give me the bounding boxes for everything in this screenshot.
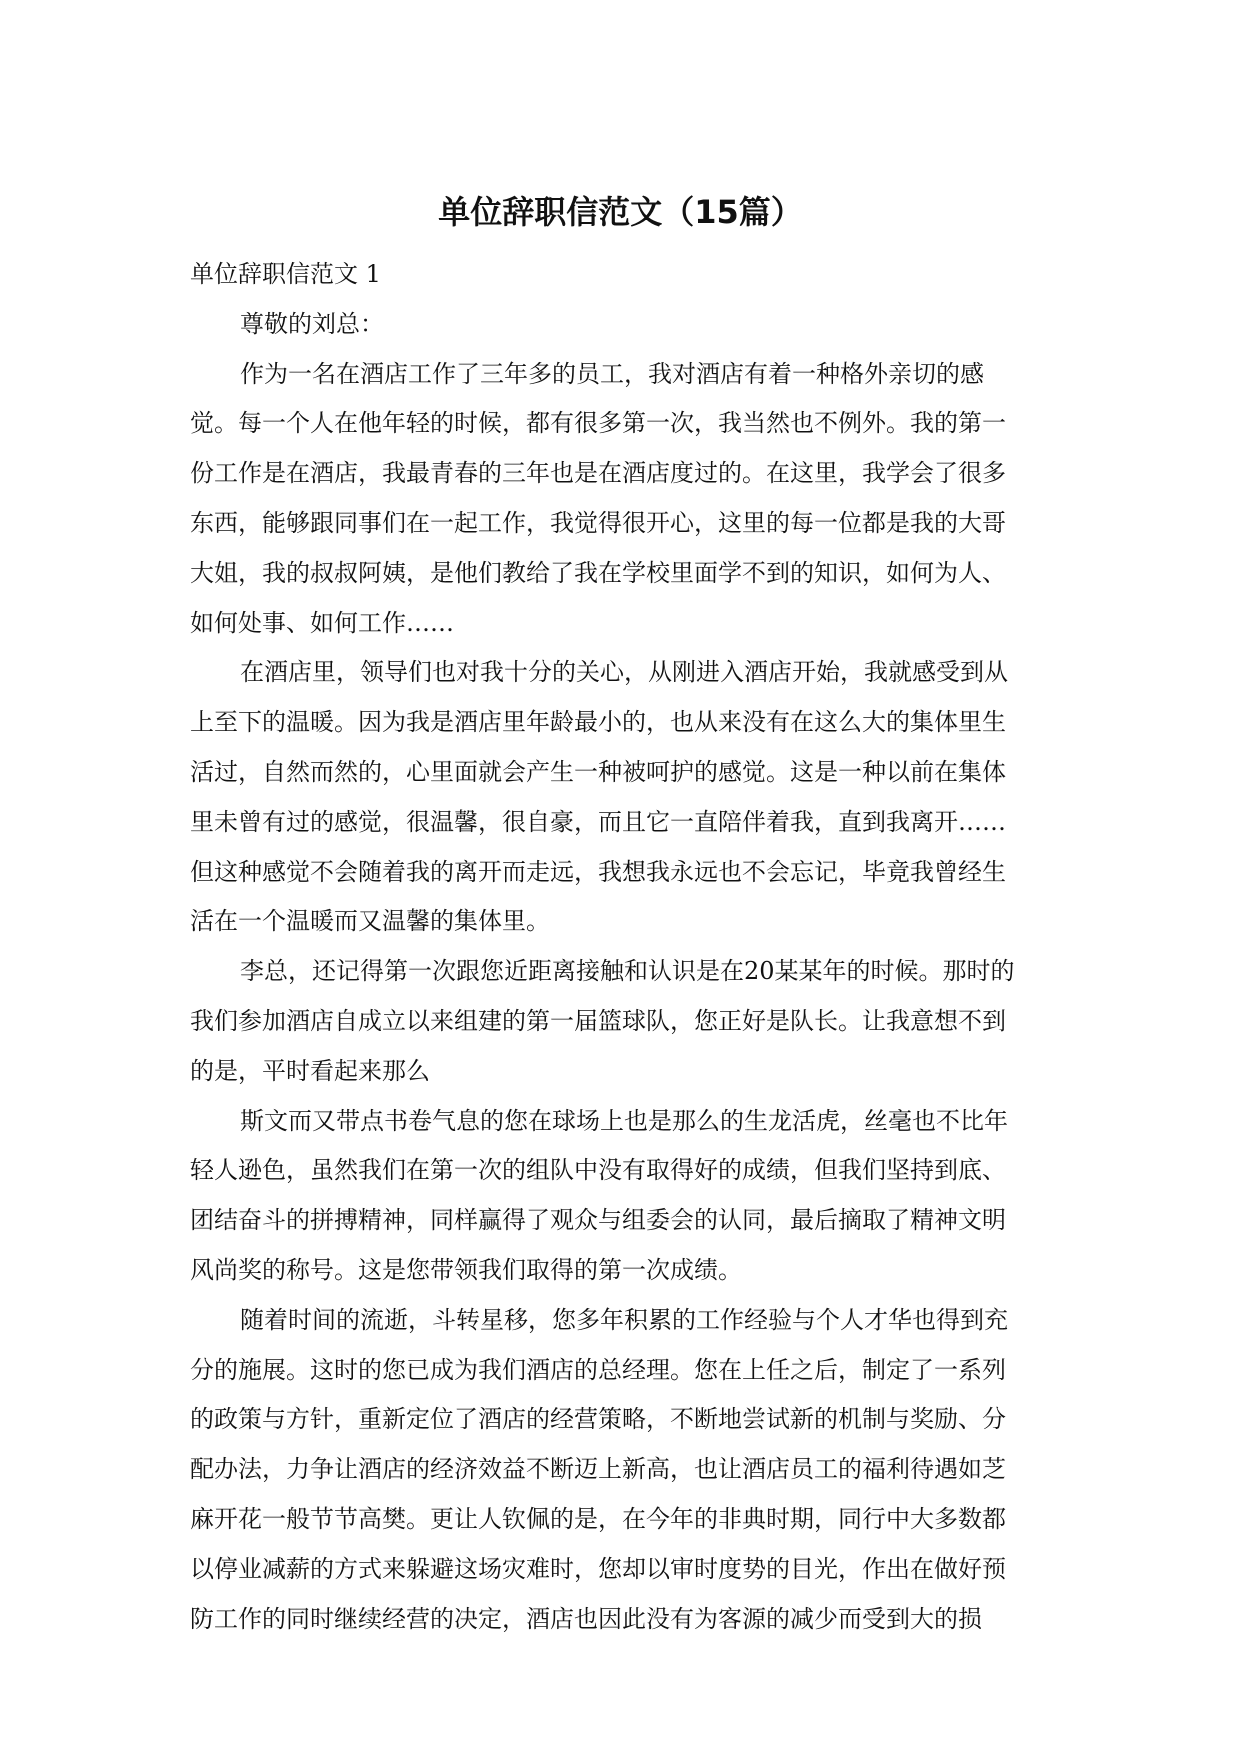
salutation: 尊敬的刘总： (240, 309, 384, 338)
text-line: 李总，还记得第一次跟您近距离接触和认识是在20某某年的时候。那时的 (240, 957, 1015, 986)
section-heading: 单位辞职信范文 1 (190, 260, 381, 288)
text-line: 轻人逊色，虽然我们在第一次的组队中没有取得好的成绩，但我们坚持到底、 (190, 1156, 1006, 1185)
paragraph-3 (190, 947, 1060, 1096)
text-line: 的是，平时看起来那么 (190, 1056, 430, 1085)
text-line: 觉。每一个人在他年轻的时候，都有很多第一次，我当然也不例外。我的第一 (190, 409, 1006, 438)
text-line: 麻开花一般节节高樊。更让人钦佩的是，在今年的非典时期，同行中大多数都 (190, 1504, 1006, 1533)
paragraph-2 (190, 648, 1060, 947)
text-line: 分的施展。这时的您已成为我们酒店的总经理。您在上任之后，制定了一系列 (190, 1355, 1006, 1384)
text-line: 东西，能够跟同事们在一起工作，我觉得很开心，这里的每一位都是我的大哥 (190, 508, 1006, 537)
text-line: 风尚奖的称号。这是您带领我们取得的第一次成绩。 (190, 1255, 742, 1284)
text-line: 份工作是在酒店，我最青春的三年也是在酒店度过的。在这里，我学会了很多 (190, 459, 1006, 488)
text-line: 团结奋斗的拼搏精神，同样赢得了观众与组委会的认同，最后摘取了精神文明 (190, 1206, 1006, 1235)
paragraph-1 (190, 350, 1060, 649)
paragraph-4 (190, 1097, 1060, 1296)
document-title: 单位辞职信范文（15篇） (438, 193, 803, 231)
text-line: 上至下的温暖。因为我是酒店里年龄最小的，也从来没有在这么大的集体里生 (190, 708, 1006, 737)
paragraph-5 (190, 1296, 1060, 1645)
text-line: 我们参加酒店自成立以来组建的第一届篮球队，您正好是队长。让我意想不到 (190, 1006, 1006, 1035)
text-line: 随着时间的流逝，斗转星移，您多年积累的工作经验与个人才华也得到充 (240, 1305, 1008, 1334)
text-line: 活过，自然而然的，心里面就会产生一种被呵护的感觉。这是一种以前在集体 (190, 757, 1006, 786)
text-line: 配办法，力争让酒店的经济效益不断迈上新高，也让酒店员工的福利待遇如芝 (190, 1455, 1006, 1484)
text-line: 大姐，我的叔叔阿姨，是他们教给了我在学校里面学不到的知识，如何为人、 (190, 558, 1006, 587)
text-line: 活在一个温暖而又温馨的集体里。 (190, 907, 550, 936)
document-body (190, 250, 1060, 1644)
text-line: 在酒店里，领导们也对我十分的关心，从刚进入酒店开始，我就感受到从 (240, 658, 1008, 687)
text-line: 但这种感觉不会随着我的离开而走远，我想我永远也不会忘记，毕竟我曾经生 (190, 857, 1006, 886)
text-line: 斯文而又带点书卷气息的您在球场上也是那么的生龙活虎，丝毫也不比年 (240, 1106, 1008, 1135)
text-line: 如何处事、如何工作…… (190, 608, 454, 637)
text-line: 以停业减薪的方式来躲避这场灾难时，您却以审时度势的目光，作出在做好预 (190, 1554, 1006, 1583)
text-line: 作为一名在酒店工作了三年多的员工，我对酒店有着一种格外亲切的感 (240, 359, 984, 388)
text-line: 防工作的同时继续经营的决定，酒店也因此没有为客源的减少而受到大的损 (190, 1604, 982, 1633)
text-line: 里未曾有过的感觉，很温馨，很自豪，而且它一直陪伴着我，直到我离开…… (190, 807, 1006, 836)
text-line: 的政策与方针，重新定位了酒店的经营策略，不断地尝试新的机制与奖励、分 (190, 1405, 1006, 1434)
